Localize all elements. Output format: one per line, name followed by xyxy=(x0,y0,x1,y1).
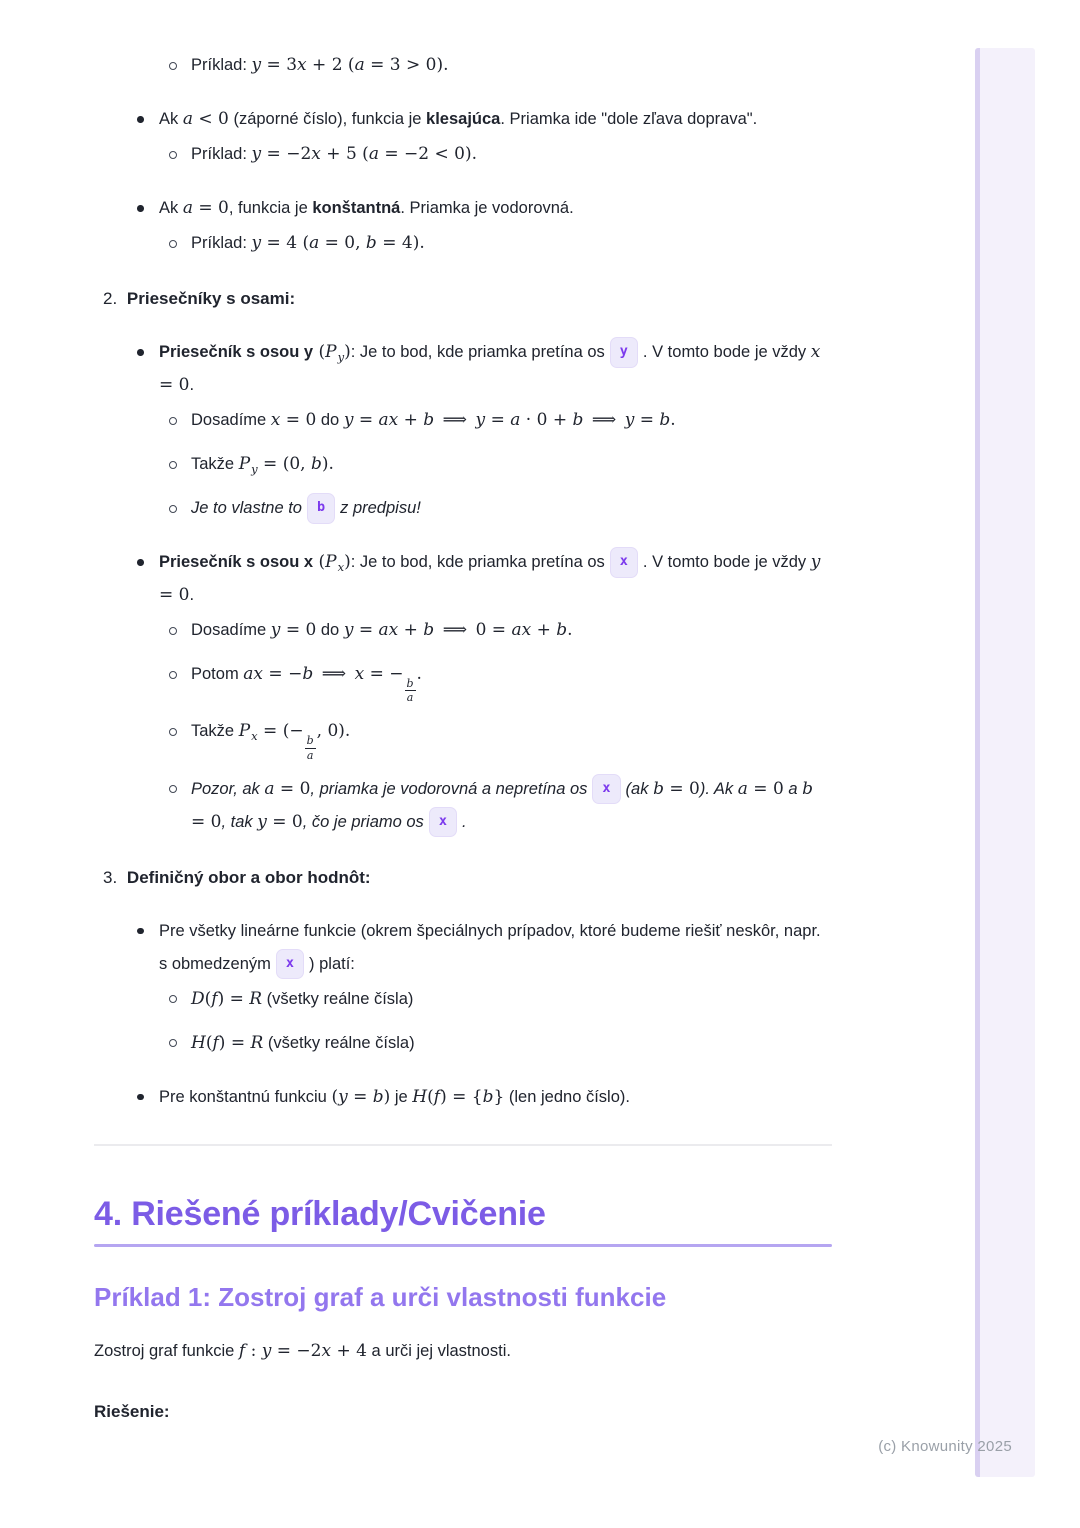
list-item-text: Pre konštantnú funkciu (y = b) je H(f) = {b} (len jedno číslo). xyxy=(159,1086,630,1107)
section-heading xyxy=(94,282,830,315)
list-item-text: Príklad: y = 3x + 2 (a = 3 > 0). xyxy=(191,55,449,75)
task-paragraph: Zostroj graf funkcie f : y = −2x + 4 a urči jej vlastnosti. xyxy=(94,1340,511,1361)
dot-bullet-icon xyxy=(137,915,159,935)
sub-bullet-item xyxy=(94,49,830,82)
inline-code-badge: y xyxy=(610,337,638,368)
sub-bullet-item xyxy=(94,715,830,761)
copyright-footer: (c) Knowunity 2025 xyxy=(878,1438,1012,1455)
title-underline xyxy=(94,1244,832,1247)
circle-bullet-icon xyxy=(169,658,191,679)
circle-bullet-icon xyxy=(169,404,191,425)
sub-bullet-item xyxy=(94,773,830,839)
circle-bullet-icon xyxy=(169,715,191,736)
inline-code-badge: x xyxy=(276,949,304,980)
sub-bullet-item xyxy=(94,227,830,260)
list-item-text: Dosadíme y = 0 do y = ax + b ⟹ 0 = ax + b. xyxy=(191,620,573,640)
inline-code-badge: x xyxy=(592,774,620,805)
inline-code-badge: b xyxy=(307,493,335,524)
dot-bullet-icon xyxy=(137,546,159,566)
list-item-text: Príklad: y = −2x + 5 (a = −2 < 0). xyxy=(191,144,478,164)
list-item-text: D(f) = R (všetky reálne čísla) xyxy=(191,988,414,1009)
sub-bullet-item xyxy=(94,492,830,525)
example-heading: Príklad 1: Zostroj graf a urči vlastnosti funkcie xyxy=(94,1281,667,1312)
dot-bullet-icon xyxy=(137,103,159,123)
section-title: Definičný obor a obor hodnôt: xyxy=(126,867,371,887)
sub-bullet-item xyxy=(94,1027,830,1060)
dot-bullet-icon xyxy=(137,1081,159,1101)
page-title: 4. Riešené príklady/Cvičenie xyxy=(94,1194,546,1233)
list-item-text: Ak a = 0, funkcia je konštantná. Priamka je vodorovná. xyxy=(159,198,574,218)
bullet-item xyxy=(94,192,830,225)
circle-bullet-icon xyxy=(169,1027,191,1048)
bullet-item xyxy=(94,546,830,612)
circle-bullet-icon xyxy=(169,227,191,248)
sub-bullet-item xyxy=(94,983,830,1016)
section-divider xyxy=(94,1144,832,1146)
sub-bullet-item xyxy=(94,138,830,171)
list-item-text: Takže $P_x$ = (− $\frac{b}{a}$ , 0). xyxy=(191,721,351,762)
sub-bullet-item xyxy=(94,658,830,704)
list-item-text: Ak a < 0 (záporné číslo), funkcia je klesajúca. Priamka ide "dole zľava doprava". xyxy=(159,109,758,129)
sub-bullet-item xyxy=(94,614,830,647)
circle-bullet-icon xyxy=(169,448,191,469)
section-title: Priesečníky s osami: xyxy=(126,289,296,308)
list-item-text: Dosadíme x = 0 do y = ax + b ⟹ y = a · 0 + b ⟹ y = b. xyxy=(191,410,676,430)
circle-bullet-icon xyxy=(169,138,191,159)
bullet-item xyxy=(94,915,830,981)
circle-bullet-icon xyxy=(169,773,191,794)
list-item-text: Priesečník s osou x $(P_x)$: Je to bod, kde priamka pretína os x . V tomto bode je vždy y = 0. xyxy=(159,546,830,612)
list-item-text: Pozor, ak a = 0, priamka je vodorovná a nepretína os x (ak b = 0). Ak a = 0 a b = 0, tak y = 0, čo je priamo os x . xyxy=(191,773,830,839)
inline-code-badge: x xyxy=(610,547,638,578)
list-item-text: Príklad: y = 4 (a = 0, b = 4). xyxy=(191,233,425,253)
bullet-item xyxy=(94,336,830,402)
list-item-text: H(f) = R (všetky reálne čísla) xyxy=(191,1032,415,1053)
bullet-item xyxy=(94,103,830,136)
list-item-text: Potom ax = −b ⟹ x = − $\frac{b}{a}$ . xyxy=(191,664,422,705)
section-number: 2. xyxy=(103,289,118,308)
list-item-text: Priesečník s osou y $(P_y)$: Je to bod, kde priamka pretína os y . V tomto bode je vždy x = 0. xyxy=(159,336,830,402)
circle-bullet-icon xyxy=(169,614,191,635)
dot-bullet-icon xyxy=(137,336,159,356)
solution-label: Riešenie: xyxy=(94,1401,170,1421)
section-number: 3. xyxy=(103,867,118,887)
inline-code-badge: x xyxy=(429,807,457,838)
bullet-item xyxy=(94,1081,830,1114)
sub-bullet-item xyxy=(94,448,830,481)
list-item-text: Pre všetky lineárne funkcie (okrem špeciálnych prípadov, ktoré budeme riešiť neskôr, napr. s obmedzeným x ) platí: xyxy=(159,915,830,981)
dot-bullet-icon xyxy=(137,192,159,212)
list-item-text: Takže $P_y = (0$, b). xyxy=(191,454,334,476)
circle-bullet-icon xyxy=(169,492,191,513)
list-item-text: Je to vlastne to b z predpisu! xyxy=(191,492,830,525)
right-edge-strip xyxy=(975,48,1035,1477)
sub-bullet-item xyxy=(94,404,830,437)
circle-bullet-icon xyxy=(169,49,191,70)
section-heading xyxy=(94,861,830,894)
circle-bullet-icon xyxy=(169,983,191,1004)
